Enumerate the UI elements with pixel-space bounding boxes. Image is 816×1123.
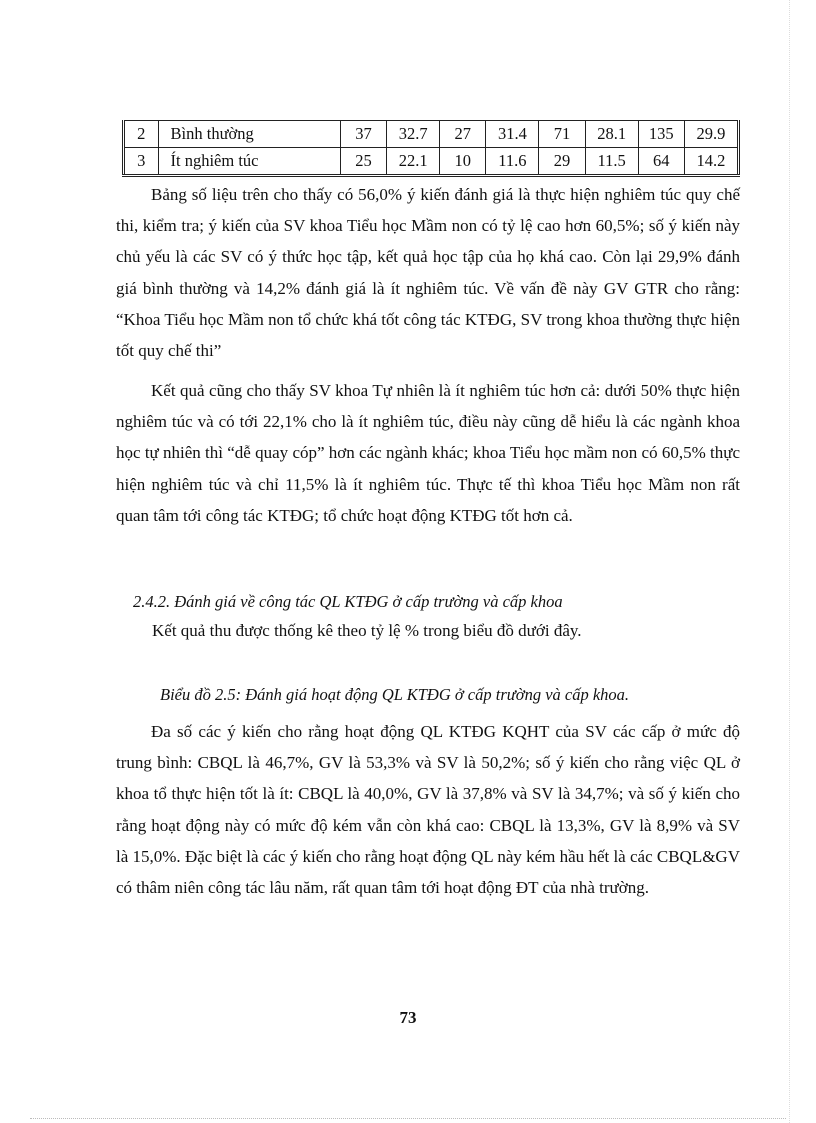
count-cell: 10 bbox=[440, 148, 486, 176]
percent-cell: 11.6 bbox=[486, 148, 539, 176]
row-label: Ít nghiêm túc bbox=[158, 148, 340, 176]
count-cell: 25 bbox=[340, 148, 386, 176]
paragraph-chart-intro: Kết quả thu được thống kê theo tỷ lệ % trong biểu đồ dưới đây. bbox=[152, 621, 582, 640]
percent-cell: 31.4 bbox=[486, 121, 539, 148]
chart-caption: Biểu đồ 2.5: Đánh giá hoạt động QL KTĐG ở cấp trường và cấp khoa. bbox=[160, 685, 630, 704]
percent-cell: 28.1 bbox=[585, 121, 638, 148]
percent-cell: 32.7 bbox=[387, 121, 440, 148]
paragraph-natural-science: Kết quả cũng cho thấy SV khoa Tự nhiên là ít nghiêm túc hơn cả: dưới 50% thực hiện nghiêm túc và có tới 22,1% cho là ít nghiêm túc, điều này cũng dễ hiểu là các ngành khoa học tự nhiên thì “dễ quay cóp” hơn các ngành khác; khoa Tiểu học mầm non có 60,5% thực hiện nghiêm túc và chỉ 11,5% là ít nghiêm túc. Thực tế thì khoa Tiểu học Mầm non rất quan tâm tới công tác KTĐG; tổ chức hoạt động KTĐG tốt hơn cả. bbox=[116, 381, 740, 525]
results-table-fragment bbox=[122, 120, 740, 177]
count-cell: 37 bbox=[340, 121, 386, 148]
percent-cell: 22.1 bbox=[387, 148, 440, 176]
page-right-border bbox=[789, 0, 790, 1123]
page-bottom-border bbox=[30, 1118, 786, 1119]
count-cell: 71 bbox=[539, 121, 585, 148]
table-row bbox=[124, 148, 739, 176]
page-number: 73 bbox=[399, 1008, 417, 1027]
table-row bbox=[124, 121, 739, 148]
row-number: 3 bbox=[124, 148, 159, 176]
count-cell: 27 bbox=[440, 121, 486, 148]
count-cell: 29 bbox=[539, 148, 585, 176]
count-cell: 135 bbox=[638, 121, 684, 148]
percent-cell: 29.9 bbox=[684, 121, 738, 148]
count-cell: 64 bbox=[638, 148, 684, 176]
paragraph-management-assessment: Đa số các ý kiến cho rằng hoạt động QL KTĐG KQHT của SV các cấp ở mức độ trung bình: CBQL là 46,7%, GV là 53,3% và SV là 50,2%; số ý kiến cho rằng việc QL ở khoa tổ thực hiện tốt là ít: CBQL là 40,0%, GV là 37,8% và SV là 34,7%; và số ý kiến cho rằng hoạt động này có mức độ kém vẫn còn khá cao: CBQL là 13,3%, GV là 8,9% và SV là 15,0%. Đặc biệt là các ý kiến cho rằng hoạt động QL này kém hầu hết là các CBQL&GV có thâm niên công tác lâu năm, rất quan tâm tới hoạt động ĐT của nhà trường. bbox=[116, 722, 740, 898]
percent-cell: 11.5 bbox=[585, 148, 638, 176]
section-heading: 2.4.2. Đánh giá về công tác QL KTĐG ở cấp trường và cấp khoa bbox=[133, 592, 563, 611]
percent-cell: 14.2 bbox=[684, 148, 738, 176]
row-number: 2 bbox=[124, 121, 159, 148]
row-label: Bình thường bbox=[158, 121, 340, 148]
paragraph-summary: Bảng số liệu trên cho thấy có 56,0% ý kiến đánh giá là thực hiện nghiêm túc quy chế thi, kiểm tra; ý kiến của SV khoa Tiểu học Mầm non có tỷ lệ cao hơn 60,5%; số ý kiến này chủ yếu là các SV có ý thức học tập, kết quả học tập của họ khá cao. Còn lại 29,9% đánh giá bình thường và 14,2% đánh giá là ít nghiêm túc. Về vấn đề này GV GTR cho rằng: “Khoa Tiểu học Mầm non tổ chức khá tốt công tác KTĐG, SV trong khoa thường thực hiện tốt quy chế thi” bbox=[116, 185, 740, 361]
